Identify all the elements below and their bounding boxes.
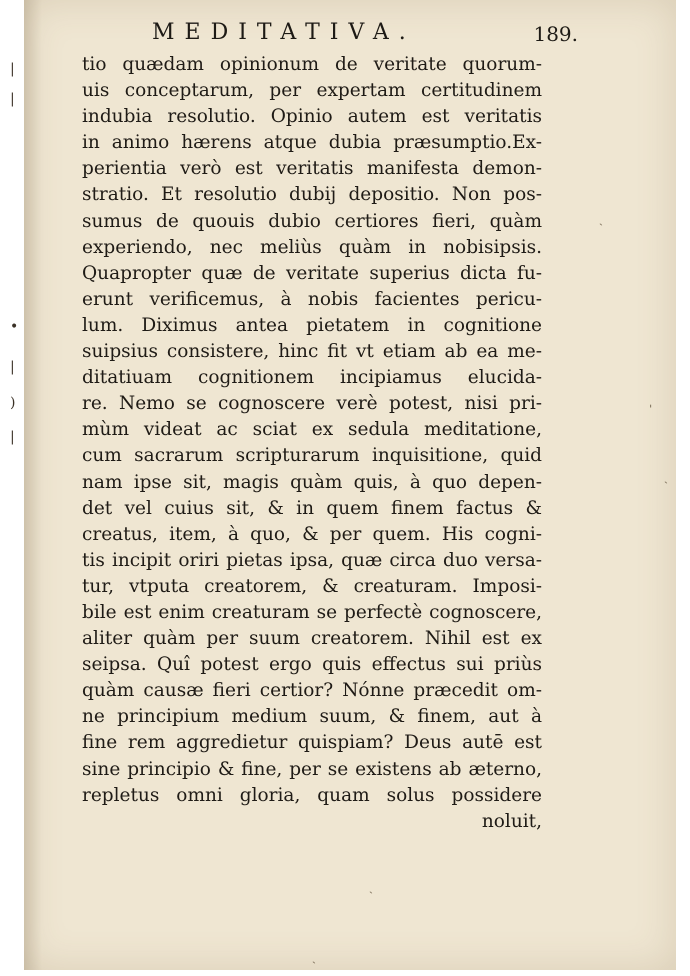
text-line-17: nam ipse sit, magis quàm quis, à quo depen- <box>82 471 542 493</box>
text-line-4: in animo hærens atque dubia præsumptio.Ex- <box>82 132 542 154</box>
margin-bracket-mark: | <box>10 61 15 77</box>
text-line-13: ditatiuam cognitionem incipiamus elucida- <box>82 367 542 389</box>
text-line-8: experiendo, nec meliùs quàm in nobisipsis. <box>82 236 542 258</box>
text-line-27: fine rem aggredietur quispiam? Deus autē est <box>82 732 542 754</box>
text-line-26: ne principium medium suum, & finem, aut à <box>82 706 542 728</box>
text-line-2: uis conceptarum, per expertam certitudinem <box>82 80 542 102</box>
text-line-21: tur, vtputa creatorem, & creaturam. Imposi- <box>82 575 542 597</box>
paper-speck: ˎ <box>312 950 316 964</box>
text-line-24: seipsa. Quî potest ergo quis effectus sui priùs <box>82 654 542 676</box>
text-line-20: tis incipit oriri pietas ipsa, quæ circa duo versa- <box>82 549 542 571</box>
catchword: noluit, <box>481 810 542 832</box>
text-line-28: sine principio & fine, per se existens ab æterno, <box>82 758 542 780</box>
margin-bracket-mark: | <box>10 429 15 445</box>
margin-bracket-mark: • <box>10 319 19 335</box>
paper-speck: ˏ <box>369 880 373 894</box>
margin-bracket-mark: | <box>10 91 15 107</box>
text-line-11: lum. Diximus antea pietatem in cognitione <box>82 314 542 336</box>
text-line-19: creatus, item, à quo, & per quem. His cogni- <box>82 523 542 545</box>
text-line-25: quàm causæ fieri certior? Nónne præcedit om- <box>82 680 542 702</box>
text-line-1: tio quædam opinionum de veritate quorum- <box>82 54 542 75</box>
page-number: 189. <box>533 22 578 46</box>
paper-speck: ˌ <box>649 395 653 409</box>
text-line-3: indubia resolutio. Opinio autem est veritatis <box>82 106 542 128</box>
text-line-9: Quapropter quæ de veritate superius dicta fu- <box>82 262 542 284</box>
body-text <box>82 52 542 835</box>
text-line-10: erunt verificemus, à nobis facientes pericu- <box>82 288 542 310</box>
text-line-15: mùm videat ac sciat ex sedula meditatione, <box>82 419 542 441</box>
paper-speck: ˏ <box>599 212 603 226</box>
text-line-6: stratio. Et resolutio dubij depositio. Non pos- <box>82 184 542 206</box>
page-header <box>152 20 578 52</box>
text-line-14: re. Nemo se cognoscere verè potest, nisi pri- <box>82 393 542 415</box>
text-line-12: suipsius consistere, hinc fit vt etiam ab ea me- <box>82 341 542 363</box>
text-line-5: perientia verò est veritatis manifesta demon- <box>82 158 542 180</box>
binding-gutter-shadow <box>24 0 42 970</box>
text-line-29: repletus omni gloria, quam solus possidere <box>82 784 542 806</box>
margin-bracket-mark: ) <box>10 395 16 411</box>
paper-speck: ˏ <box>664 470 668 484</box>
text-line-22: bile est enim creaturam se perfectè cognoscere, <box>82 601 542 623</box>
margin-bracket-mark: | <box>10 359 15 375</box>
text-line-16: cum sacrarum scripturarum inquisitione, quid <box>82 445 542 467</box>
text-line-23: aliter quàm per suum creatorem. Nihil est ex <box>82 628 542 650</box>
running-head: MEDITATIVA. <box>152 20 416 45</box>
book-page <box>10 0 676 970</box>
text-line-7: sumus de quouis dubio certiores fieri, quàm <box>82 210 542 232</box>
text-line-18: det vel cuius sit, & in quem finem factus & <box>82 497 542 519</box>
